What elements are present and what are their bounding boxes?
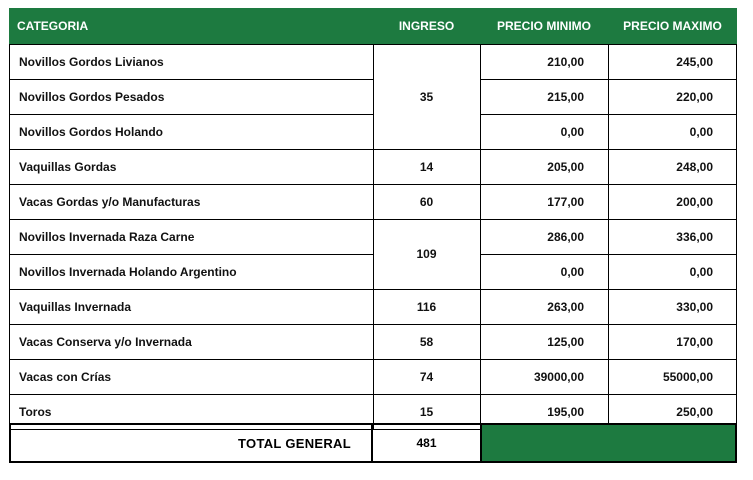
row-precio-minimo: 263,00 — [547, 299, 584, 314]
row-precio-minimo: 39000,00 — [533, 369, 584, 384]
row-ingreso: 74 — [419, 369, 434, 384]
row-precio-minimo: 125,00 — [547, 334, 584, 349]
row-precio-maximo: 200,00 — [676, 194, 713, 209]
header-precio-minimo: PRECIO MINIMO — [480, 8, 608, 44]
row-precio-minimo: 205,00 — [547, 159, 584, 174]
row-categoria: Novillos Invernada Raza Carne — [19, 229, 195, 244]
row-precio-minimo: 215,00 — [547, 89, 584, 104]
row-categoria: Vacas Conserva y/o Invernada — [19, 334, 192, 349]
row-precio-minimo: 0,00 — [560, 124, 584, 139]
row-precio-maximo: 250,00 — [676, 404, 713, 419]
row-precio-maximo: 248,00 — [676, 159, 713, 174]
livestock-price-table — [9, 8, 737, 451]
row-ingreso: 58 — [419, 334, 434, 349]
row-ingreso: 15 — [419, 404, 434, 419]
row-precio-maximo: 245,00 — [676, 54, 713, 69]
total-general-label: TOTAL GENERAL — [9, 423, 373, 463]
row-categoria: Vaquillas Gordas — [19, 159, 117, 174]
row-precio-maximo: 170,00 — [676, 334, 713, 349]
merged-ingreso-novillos-gordos: 35 — [419, 89, 434, 104]
row-categoria: Novillos Invernada Holando Argentino — [19, 264, 237, 279]
table-body — [9, 44, 737, 429]
row-categoria: Vacas con Crías — [19, 369, 112, 384]
row-precio-minimo: 286,00 — [547, 229, 584, 244]
row-precio-minimo: 210,00 — [547, 54, 584, 69]
row-precio-maximo: 0,00 — [689, 124, 713, 139]
table-header-row — [9, 8, 737, 44]
row-precio-maximo: 0,00 — [689, 264, 713, 279]
row-precio-minimo: 195,00 — [547, 404, 584, 419]
row-precio-maximo: 55000,00 — [662, 369, 713, 384]
row-precio-maximo: 220,00 — [676, 89, 713, 104]
header-ingreso: INGRESO — [373, 8, 480, 44]
row-ingreso: 14 — [419, 159, 434, 174]
row-precio-minimo: 0,00 — [560, 264, 584, 279]
row-categoria: Novillos Gordos Pesados — [19, 89, 165, 104]
row-precio-maximo: 336,00 — [676, 229, 713, 244]
row-precio-minimo: 177,00 — [547, 194, 584, 209]
row-categoria: Novillos Gordos Holando — [19, 124, 164, 139]
merged-ingreso-novillos-invernada: 109 — [416, 247, 437, 261]
header-precio-maximo: PRECIO MAXIMO — [608, 8, 737, 44]
row-categoria: Vacas Gordas y/o Manufacturas — [19, 194, 201, 209]
row-ingreso: 60 — [419, 194, 434, 209]
header-categoria: CATEGORIA — [9, 8, 373, 44]
row-categoria: Toros — [19, 404, 52, 419]
row-categoria: Vaquillas Invernada — [19, 299, 132, 314]
total-general-value: 481 — [373, 423, 480, 463]
total-green-block — [480, 423, 737, 463]
row-ingreso: 116 — [416, 299, 437, 314]
row-precio-maximo: 330,00 — [676, 299, 713, 314]
row-categoria: Novillos Gordos Livianos — [19, 54, 164, 69]
